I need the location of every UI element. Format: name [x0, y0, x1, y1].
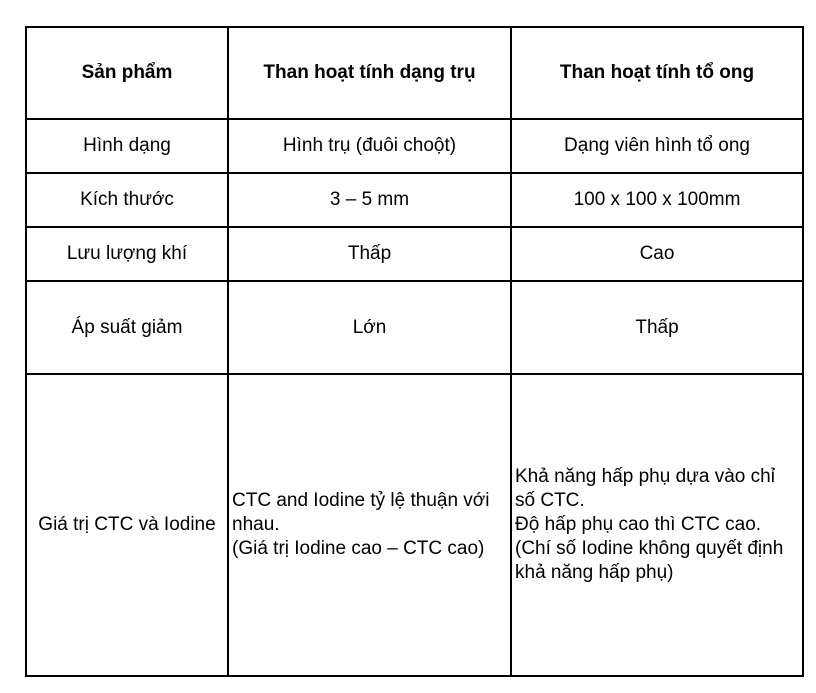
- cell-value-multiline: [511, 374, 803, 676]
- cell-value: Thấp: [228, 227, 511, 281]
- cell-line: (Chí số Iodine không quyết định: [515, 538, 784, 559]
- cell-line: Khả năng hấp phụ dựa vào chỉ: [515, 466, 775, 487]
- cell-value: 3 – 5 mm: [228, 173, 511, 227]
- cell-line: khả năng hấp phụ): [515, 562, 674, 583]
- row-label: Kích thước: [26, 173, 228, 227]
- table-row: [26, 281, 803, 374]
- row-label: Lưu lượng khí: [26, 227, 228, 281]
- table-row: [26, 173, 803, 227]
- comparison-table: [25, 26, 804, 677]
- cell-line: CTC and Iodine tỷ lệ thuận với: [232, 490, 490, 511]
- header-cylindrical-carbon: Than hoạt tính dạng trụ: [228, 27, 511, 119]
- table-row: [26, 374, 803, 676]
- row-label: Áp suất giảm: [26, 281, 228, 374]
- table-header-row: [26, 27, 803, 119]
- row-label: Hình dạng: [26, 119, 228, 173]
- row-label: Giá trị CTC và Iodine: [26, 374, 228, 676]
- cell-value: 100 x 100 x 100mm: [511, 173, 803, 227]
- cell-value: Hình trụ (đuôi choột): [228, 119, 511, 173]
- cell-value: Thấp: [511, 281, 803, 374]
- cell-line: số CTC.: [515, 490, 585, 511]
- cell-line: nhau.: [232, 514, 280, 535]
- cell-line: Độ hấp phụ cao thì CTC cao.: [515, 514, 762, 535]
- cell-value: Cao: [511, 227, 803, 281]
- table-row: [26, 227, 803, 281]
- table-row: [26, 119, 803, 173]
- cell-value: Lớn: [228, 281, 511, 374]
- cell-value-multiline: [228, 374, 511, 676]
- header-product: Sản phẩm: [26, 27, 228, 119]
- header-honeycomb-carbon: Than hoạt tính tổ ong: [511, 27, 803, 119]
- cell-value: Dạng viên hình tổ ong: [511, 119, 803, 173]
- cell-line: (Giá trị Iodine cao – CTC cao): [232, 538, 485, 559]
